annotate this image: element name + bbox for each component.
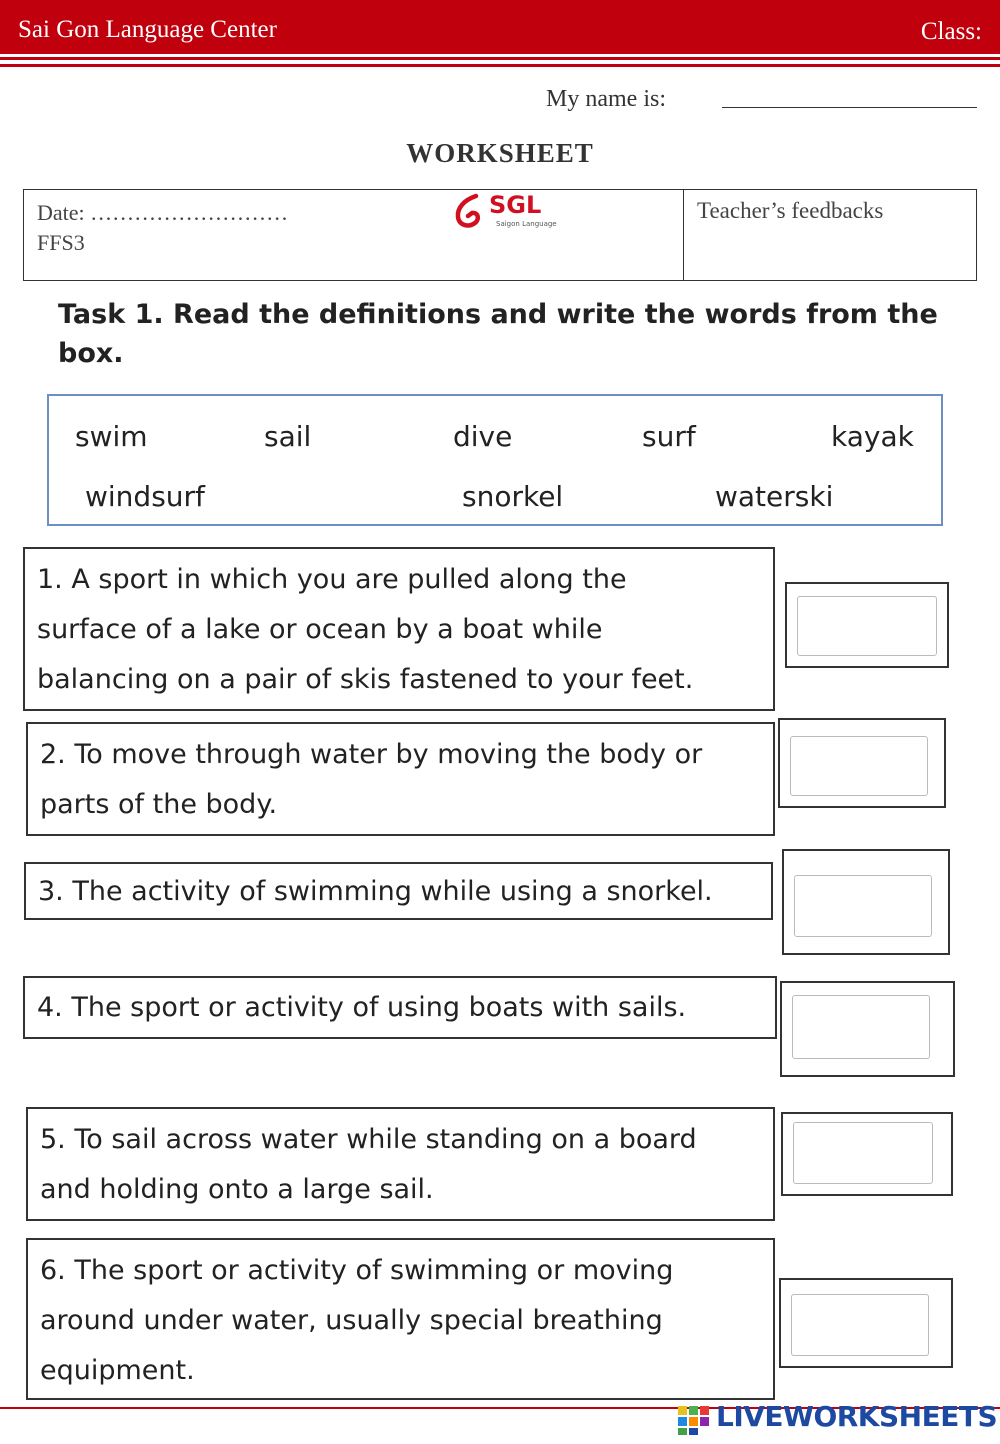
liveworksheets-logo[interactable] <box>676 1400 996 1440</box>
definition-line: and holding onto a large sail. <box>40 1174 434 1205</box>
answer-input-3[interactable] <box>794 875 932 937</box>
course-code: FFS3 <box>37 230 85 255</box>
definition-line: equipment. <box>40 1355 195 1386</box>
name-label: My name is: <box>546 86 666 112</box>
answer-input-1[interactable] <box>797 596 937 656</box>
definition-line: 4. The sport or activity of using boats with sails. <box>37 992 687 1023</box>
definition-6 <box>26 1238 775 1400</box>
definition-4 <box>23 976 777 1039</box>
answer-box-1 <box>785 582 949 668</box>
task-title: Task 1. Read the definitions and write the words from the box. <box>58 299 938 369</box>
answer-box-3 <box>782 849 950 955</box>
name-line <box>722 107 977 108</box>
answer-input-6[interactable] <box>791 1294 929 1356</box>
definition-1 <box>23 547 775 711</box>
word-box <box>47 394 943 526</box>
table-divider <box>683 190 684 280</box>
liveworksheets-icon <box>676 1404 716 1436</box>
definition-3 <box>24 862 773 920</box>
sgl-logo-icon <box>454 192 488 232</box>
logo-text: SGL <box>489 191 542 219</box>
worksheet-title: WORKSHEET <box>406 138 594 168</box>
definition-line: 6. The sport or activity of swimming or moving <box>40 1255 674 1286</box>
header-divider <box>0 57 1000 60</box>
answer-box-6 <box>779 1278 953 1368</box>
word-waterski: waterski <box>715 480 834 513</box>
definition-line: 3. The activity of swimming while using a snorkel. <box>38 876 713 907</box>
word-windsurf: windsurf <box>85 480 205 513</box>
word-dive: dive <box>453 420 513 453</box>
word-snorkel: snorkel <box>462 480 564 513</box>
definition-line: around under water, usually special breathing <box>40 1305 663 1336</box>
word-surf: surf <box>642 420 696 453</box>
definition-line: surface of a lake or ocean by a boat while <box>37 614 603 645</box>
word-swim: swim <box>75 420 148 453</box>
answer-box-5 <box>781 1112 953 1196</box>
feedback-label: Teacher’s feedbacks <box>697 198 884 223</box>
definition-line: 5. To sail across water while standing on a board <box>40 1124 697 1155</box>
center-name: Sai Gon Language Center <box>18 16 277 43</box>
word-kayak: kayak <box>831 420 914 453</box>
header-divider <box>0 64 1000 67</box>
definition-line: balancing on a pair of skis fastened to your feet. <box>37 664 694 695</box>
class-label: Class: <box>920 18 982 45</box>
definition-5 <box>26 1107 775 1221</box>
logo-subtitle: Saigon Language <box>496 220 557 228</box>
answer-input-2[interactable] <box>790 736 928 796</box>
answer-input-5[interactable] <box>793 1122 933 1184</box>
word-sail: sail <box>264 420 312 453</box>
sgl-logo <box>454 192 564 234</box>
definition-line: parts of the body. <box>40 789 278 820</box>
definition-2 <box>26 722 775 836</box>
definition-line: 2. To move through water by moving the body or <box>40 739 703 770</box>
date-label: Date: ……………………… <box>37 200 289 225</box>
answer-input-4[interactable] <box>792 995 930 1059</box>
liveworksheets-brand: LIVEWORKSHEETS <box>716 1400 998 1433</box>
answer-box-2 <box>778 718 946 808</box>
definition-line: 1. A sport in which you are pulled along the <box>37 564 627 595</box>
info-table <box>23 189 977 281</box>
header-bar <box>0 0 1000 54</box>
answer-box-4 <box>780 981 955 1077</box>
